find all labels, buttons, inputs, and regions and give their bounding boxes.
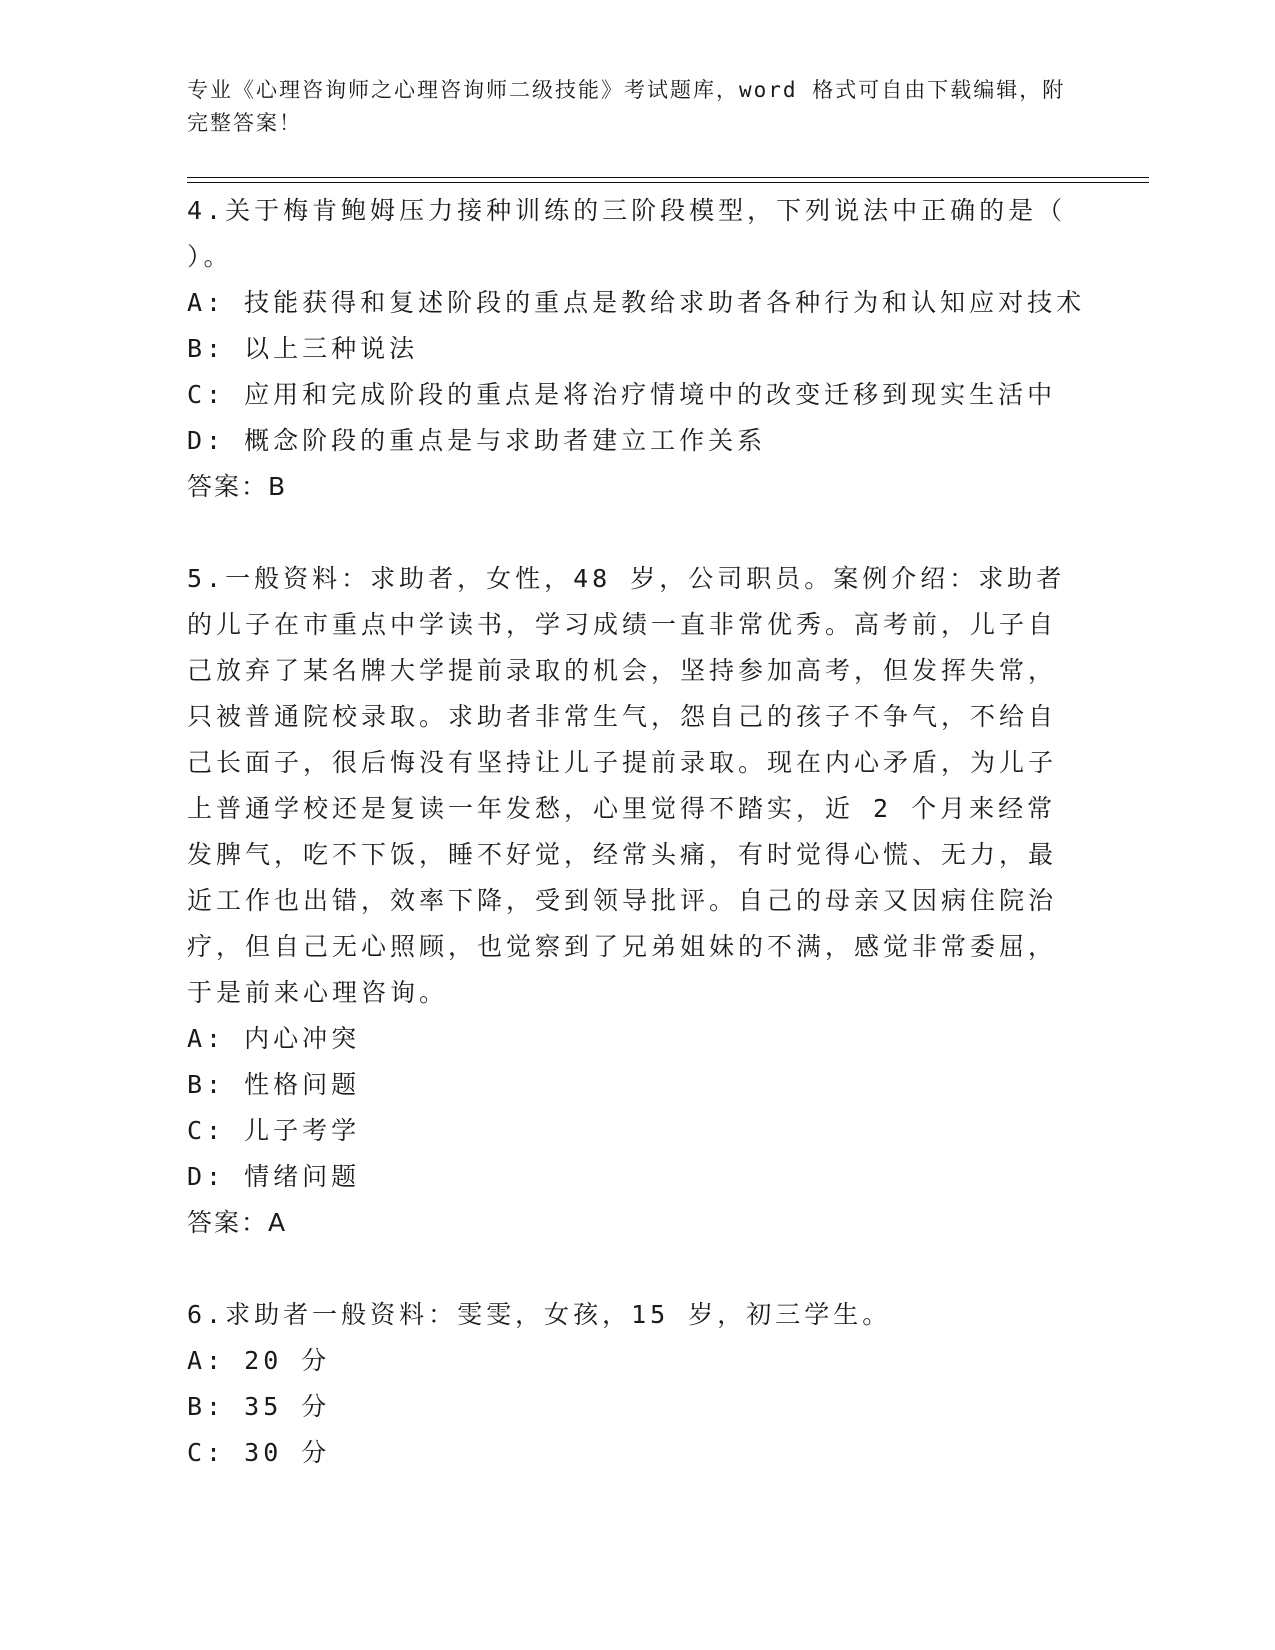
question-stem: 6.求助者一般资料：雯雯，女孩，15 岁，初三学生。 bbox=[187, 1300, 892, 1329]
question-list bbox=[187, 188, 1086, 1476]
question-5 bbox=[187, 556, 1067, 1246]
question-stem: 5.一般资料：求助者，女性，48 岁，公司职员。案例介绍：求助者的儿子在市重点中学读书，学习成绩一直非常优秀。高考前，儿子自己放弃了某名牌大学提前录取的机会，坚持参加高考，但发挥失常，只被普通院校录取。求助者非常生气，怨自己的孩子不争气，不给自己长面子，很后悔没有坚持让儿子提前录取。现在内心矛盾，为儿子上普通学校还是复读一年发愁，心里觉得不踏实，近 2 个月来经常发脾气，吃不下饭，睡不好觉，经常头痛，有时觉得心慌、无力，最近工作也出错，效率下降，受到领导批评。自己的母亲又因病住院治疗，但自己无心照顾，也觉察到了兄弟姐妹的不满，感觉非常委屈，于是前来心理咨询。 bbox=[187, 564, 1066, 1007]
option-d: D: 概念阶段的重点是与求助者建立工作关系 bbox=[187, 426, 767, 455]
question-spacer bbox=[187, 510, 1067, 556]
option-a: A: 技能获得和复述阶段的重点是教给求助者各种行为和认知应对技术 bbox=[187, 288, 1086, 317]
header-text: 专业《心理咨询师之心理咨询师二级技能》考试题库，word 格式可自由下载编辑，附完整答案！ bbox=[187, 78, 1066, 135]
option-c: C: 应用和完成阶段的重点是将治疗情境中的改变迁移到现实生活中 bbox=[187, 380, 1057, 409]
question-spacer bbox=[187, 1246, 1067, 1292]
question-stem: 4.关于梅肯鲍姆压力接种训练的三阶段模型，下列说法中正确的是（ ）。 bbox=[187, 196, 1067, 271]
option-c: C: 30 分 bbox=[187, 1438, 331, 1467]
question-4 bbox=[187, 188, 1086, 510]
option-d: D: 情绪问题 bbox=[187, 1162, 361, 1191]
answer-label: 答案：B bbox=[187, 472, 288, 501]
option-a: A: 内心冲突 bbox=[187, 1024, 361, 1053]
header-divider-top bbox=[187, 177, 1149, 178]
option-b: B: 以上三种说法 bbox=[187, 334, 419, 363]
option-b: B: 性格问题 bbox=[187, 1070, 361, 1099]
option-b: B: 35 分 bbox=[187, 1392, 331, 1421]
document-header bbox=[187, 74, 1067, 140]
option-a: A: 20 分 bbox=[187, 1346, 331, 1375]
header-divider-bottom bbox=[187, 182, 1149, 183]
answer-label: 答案：A bbox=[187, 1208, 288, 1237]
option-c: C: 儿子考学 bbox=[187, 1116, 361, 1145]
question-6 bbox=[187, 1292, 1067, 1476]
